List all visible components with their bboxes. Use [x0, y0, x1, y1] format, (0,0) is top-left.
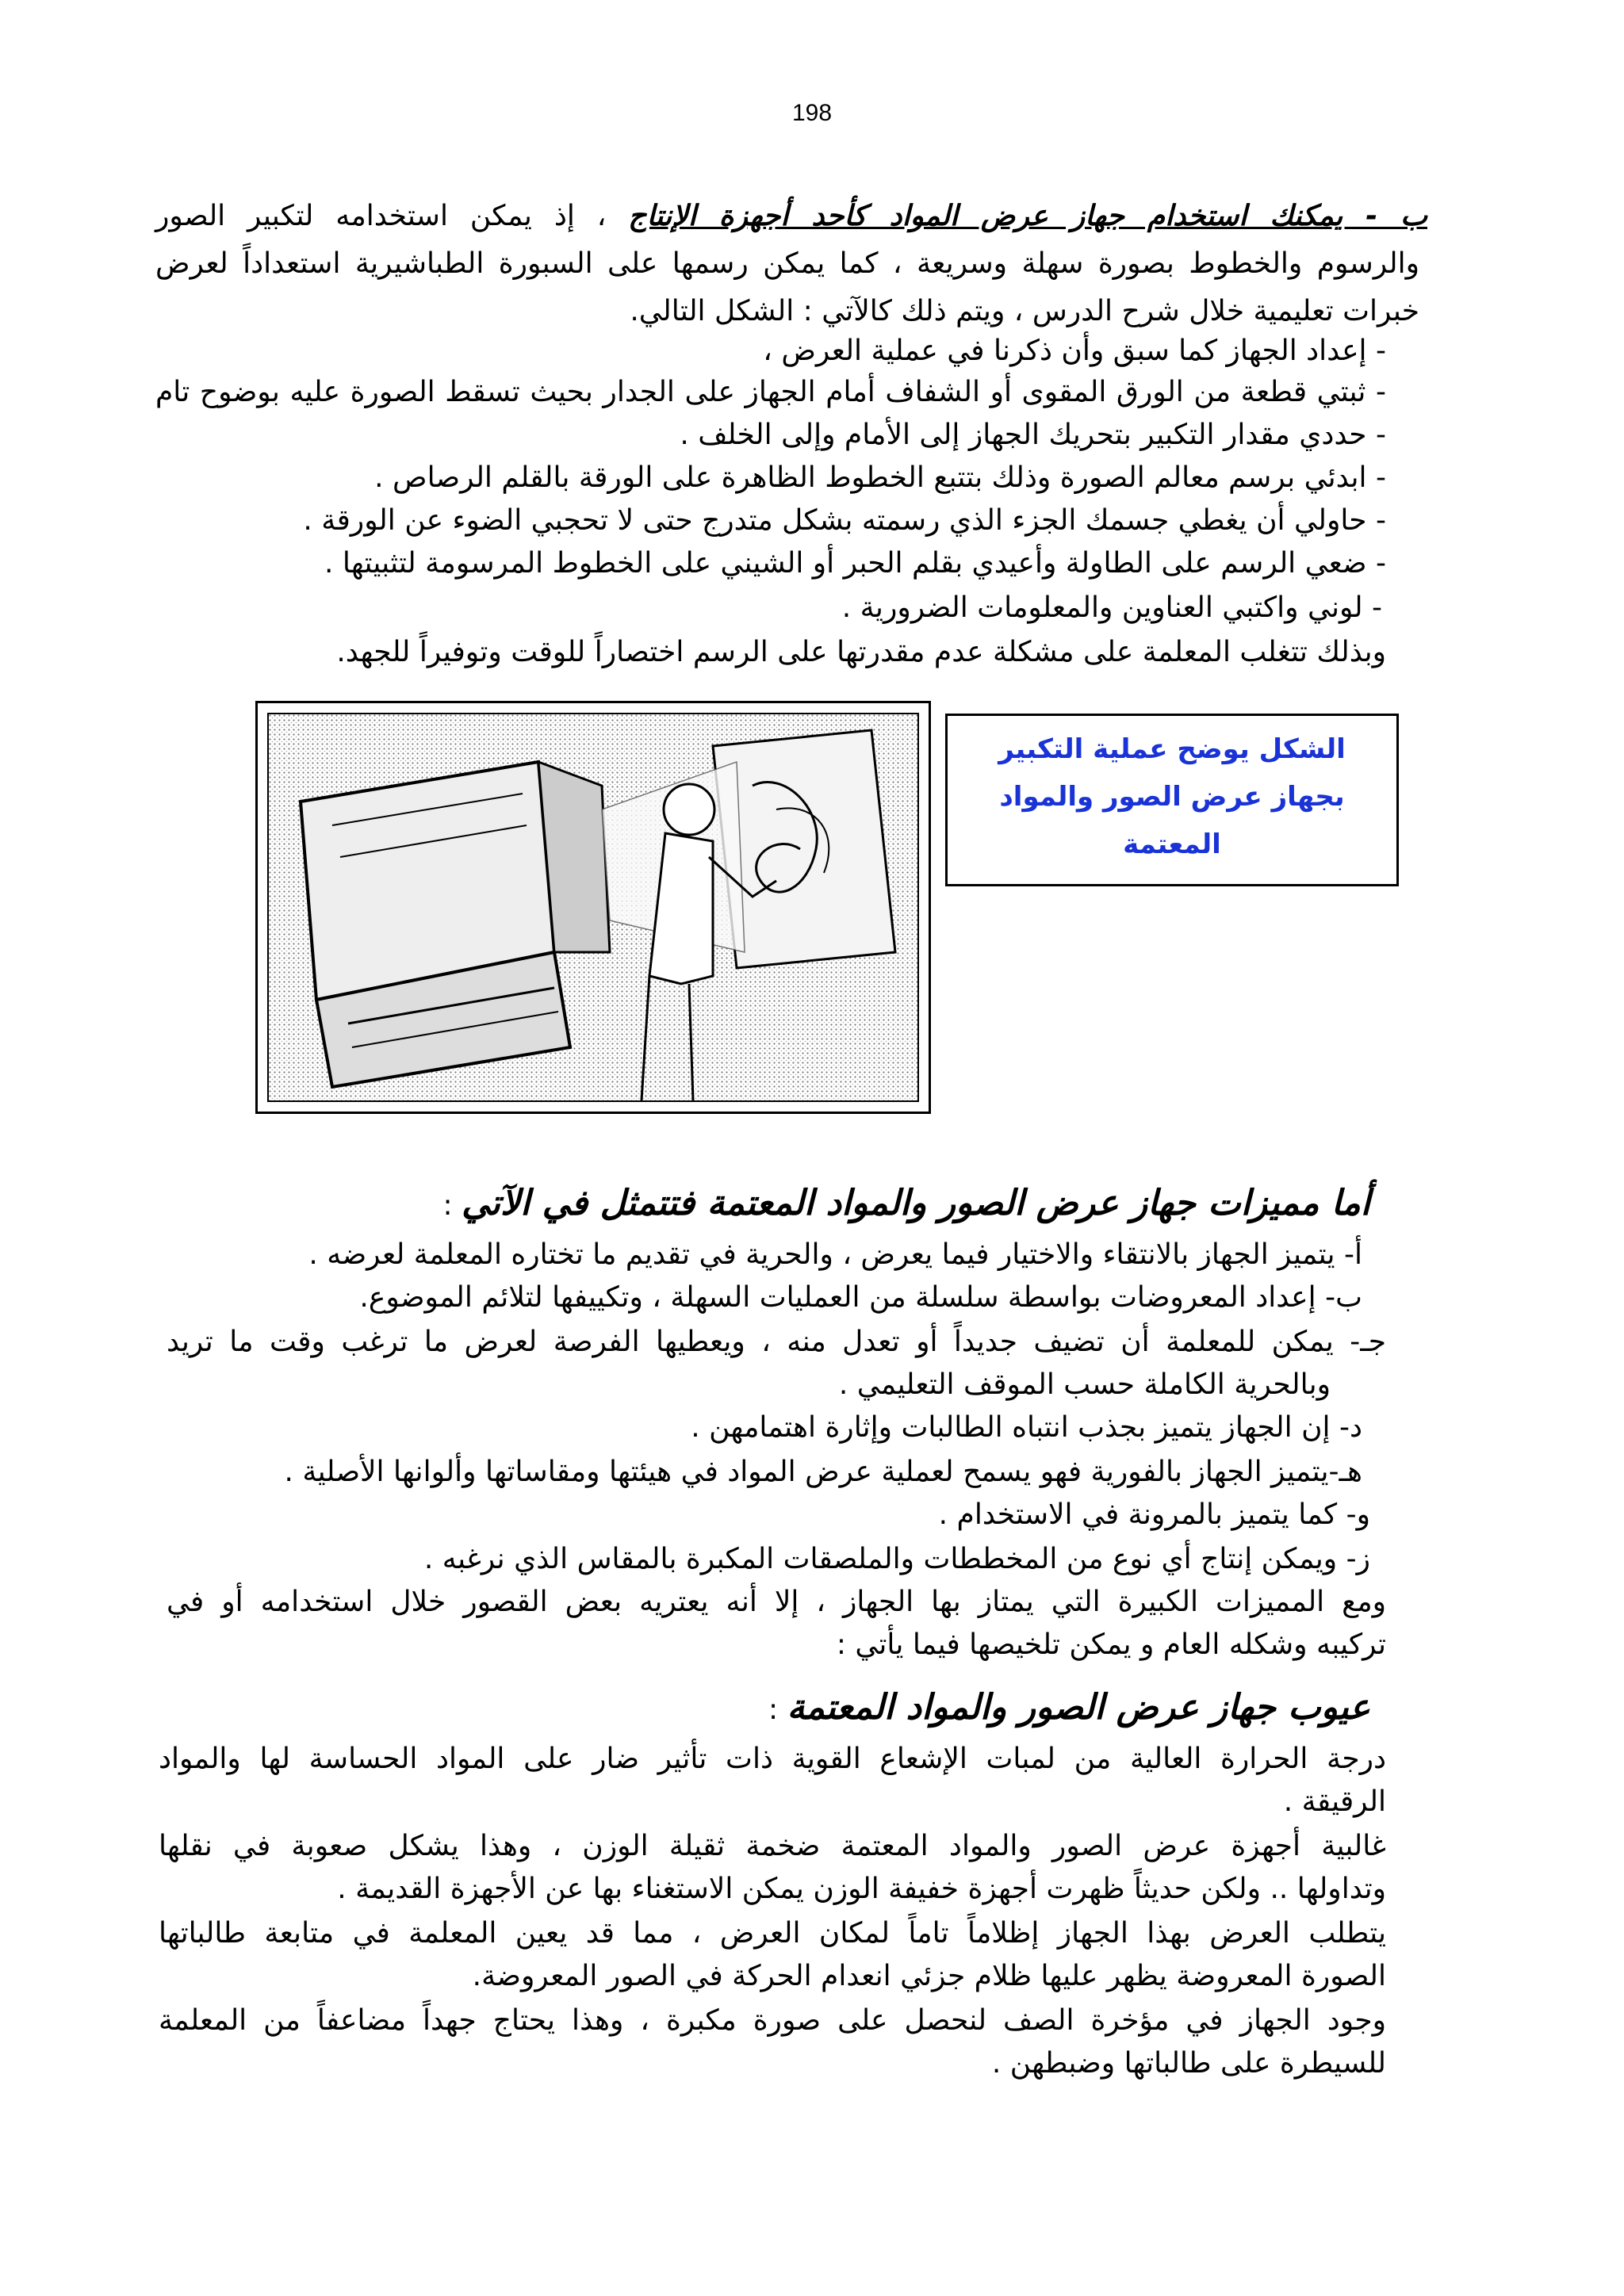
figure-caption-line: المعتمة: [1123, 828, 1221, 860]
advantages-heading: أما مميزات جهاز عرض الصور والمواد المعتمة فتتمثل في الآتي: [462, 1183, 1370, 1223]
advantage-item: وبالحرية الكاملة حسب الموقف التعليمي .: [838, 1368, 1331, 1401]
advantage-item: ومع المميزات الكبيرة التي يمتاز بها الجهاز ، إلا أنه يعتريه بعض القصور خلال استخدامه أو في: [167, 1586, 1386, 1618]
intro-heading: ب - يمكنك استخدام جهاز عرض المواد كأحد أجهزة الإنتاج: [628, 200, 1427, 232]
drawbacks-heading-tail: :: [768, 1693, 787, 1726]
drawbacks-heading-line: [768, 1686, 1370, 1732]
figure-caption-box: [945, 714, 1399, 886]
intro-heading-tail: ، إذ يمكن استخدامه لتكبير الصور: [155, 200, 629, 232]
advantage-item: أ- يتميز الجهاز بالانتقاء والاختيار فيما يعرض ، والحرية في تقديم ما تختاره المعلمة لعرضه .: [308, 1238, 1362, 1271]
drawback-item: درجة الحرارة العالية من لمبات الإشعاع القوية ذات تأثير ضار على المواد الحساسة لها والمواد: [159, 1743, 1386, 1775]
intro-line: - لوني واكتبي العناوين والمعلومات الضرورية .: [841, 591, 1382, 624]
advantages-heading-line: [442, 1181, 1370, 1228]
intro-line: - ضعي الرسم على الطاولة وأعيدي بقلم الحبر أو الشيني على الخطوط المرسومة لتثبيتها .: [324, 547, 1386, 580]
intro-line: خبرات تعليمية خلال شرح الدرس ، ويتم ذلك كالآتي : الشكل التالي.: [630, 295, 1419, 327]
intro-line: - ثبتي قطعة من الورق المقوى أو الشفاف أمام الجهاز على الجدار بحيث تسقط الصورة عليه بوضوح تام: [155, 376, 1386, 408]
intro-line: - إعداد الجهاز كما سبق وأن ذكرنا في عملية العرض ،: [763, 335, 1386, 367]
advantage-item: و- كما يتميز بالمرونة في الاستخدام .: [938, 1498, 1370, 1531]
drawback-item: الرقيقة .: [1283, 1785, 1386, 1818]
drawback-item: غالبية أجهزة عرض الصور والمواد المعتمة ضخمة ثقيلة الوزن ، وهذا يشكل صعوبة في نقلها: [159, 1830, 1386, 1862]
intro-heading-line: [155, 198, 1427, 235]
advantage-item: جـ- يمكن للمعلمة أن تضيف جديداً أو تعدل منه ، ويعطيها الفرصة لعرض ما ترغب وقت ما تريد: [167, 1326, 1386, 1358]
person-head: [664, 784, 714, 835]
drawback-item: وتداولها .. ولكن حديثاً ظهرت أجهزة خفيفة الوزن يمكن الاستغناء بها عن الأجهزة القديمة .: [337, 1873, 1386, 1905]
intro-line: - حاولي أن يغطي جسمك الجزء الذي رسمته بشكل متدرج حتى لا تحجبي الضوء عن الورقة .: [303, 504, 1386, 537]
intro-line: - ابدئي برسم معالم الصورة وذلك بتتبع الخطوط الظاهرة على الورقة بالقلم الرصاص .: [374, 461, 1386, 494]
figure-caption-line: الشكل يوضح عملية التكبير: [998, 733, 1346, 765]
page-number: 198: [791, 100, 833, 126]
drawback-item: يتطلب العرض بهذا الجهاز إظلاماً تاماً لمكان العرض ، مما قد يعين المعلمة في متابعة طالباتها: [159, 1917, 1386, 1950]
advantages-heading-tail: :: [442, 1189, 462, 1222]
advantage-item: د- إن الجهاز يتميز بجذب انتباه الطالبات وإثارة اهتمامهن .: [691, 1411, 1362, 1444]
drawback-item: للسيطرة على طالباتها وضبطهن .: [991, 2047, 1386, 2080]
advantage-item: ز- ويمكن إنتاج أي نوع من المخططات والملصقات المكبرة بالمقاس الذي نرغبه .: [423, 1543, 1370, 1575]
figure-caption-line: بجهاز عرض الصور والمواد: [999, 781, 1345, 813]
drawbacks-heading: عيوب جهاز عرض الصور والمواد المعتمة: [787, 1687, 1370, 1728]
advantage-item: هـ-يتميز الجهاز بالفورية فهو يسمح لعملية عرض المواد في هيئتها ومقاساتها وألوانها الأصلية .: [284, 1456, 1362, 1488]
intro-line: وبذلك تتغلب المعلمة على مشكلة عدم مقدرتها على الرسم اختصاراً للوقت وتوفيراً للجهد.: [336, 636, 1386, 668]
drawback-item: وجود الجهاز في مؤخرة الصف لنحصل على صورة مكبرة ، وهذا يحتاج جهداً مضاعفاً من المعلمة: [159, 2004, 1386, 2037]
advantage-item: ب- إعداد المعروضات بواسطة سلسلة من العمليات السهلة ، وتكييفها لتلائم الموضوع.: [359, 1281, 1362, 1314]
intro-line: - حددي مقدار التكبير بتحريك الجهاز إلى الأمام وإلى الخلف .: [680, 419, 1386, 451]
figure-frame: [255, 701, 931, 1114]
advantage-item: تركيبه وشكله العام و يمكن تلخيصها فيما يأتي :: [836, 1628, 1386, 1661]
projector-illustration: [267, 713, 919, 1102]
drawback-item: الصورة المعروضة يظهر عليها ظلام جزئي انعدام الحركة في الصور المعروضة.: [472, 1960, 1386, 1992]
enlargement-drawing: [269, 714, 917, 1100]
intro-line: والرسوم والخطوط بصورة سهلة وسريعة ، كما يمكن رسمها على السبورة الطباشيرية استعداداً لعرض: [155, 247, 1419, 280]
